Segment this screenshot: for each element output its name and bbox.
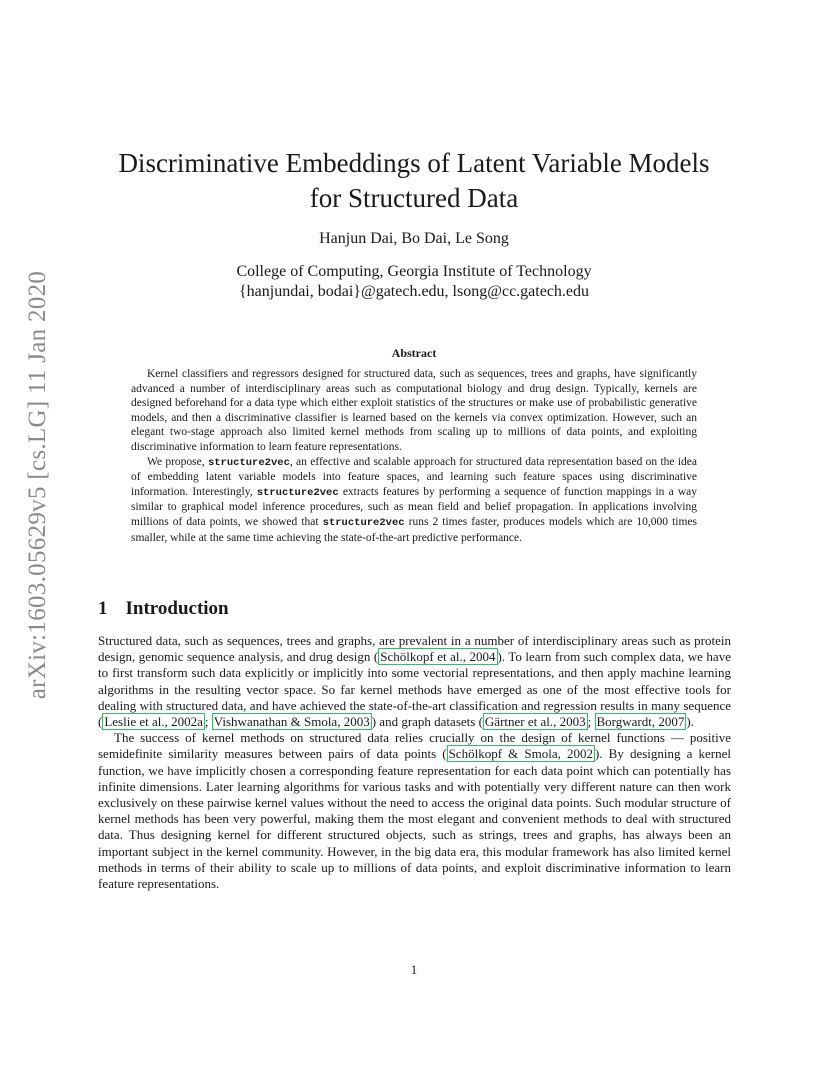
code-term: structure2vec [256,486,339,499]
paper-title [90,146,738,216]
code-term: structure2vec [207,456,290,469]
abstract-text: , an effective and scalable approach for structured data representation based on the idea of embedding latent variable models into feature spaces, and learning such feature spaces using discriminative information. Interestingly, [131,455,697,498]
citation-link[interactable]: Schölkopf & Smola, 2002 [448,746,593,762]
abstract-heading: Abstract [391,346,437,360]
section-heading [98,598,229,620]
intro-paragraph-1 [98,633,731,730]
author-emails: {hanjundai, bodai}@gatech.edu, lsong@cc.gatech.edu [238,283,590,300]
abstract-text: runs 2 times faster, produces models which are 10,000 times smaller, while at the same time achieving the state-of-the-art predictive performance. [131,515,697,544]
title-line-1: Discriminative Embeddings of Latent Variable Models [118,148,710,178]
abstract-text: extracts features by performing a sequence of function mappings in a way similar to graphical model inference procedures, such as mean field and belief propagation. In applications involving millions of data points, we showed that [131,485,697,528]
affiliation-block [90,262,738,302]
authors: Hanjun Dai, Bo Dai, Le Song [319,230,509,247]
abstract-paragraph-2 [131,455,697,546]
citation-link[interactable]: Schölkopf et al., 2004 [380,649,496,665]
abstract-body [131,367,697,545]
citation-link[interactable]: Vishwanathan & Smola, 2003 [213,714,370,730]
arxiv-sidebar [18,270,58,700]
intro-text: The success of kernel methods on structured data relies crucially on the design of kernel functions — positive semidefinite similarity measures between pairs of data points ( [98,730,731,762]
section-title: Introduction [125,598,229,619]
intro-text: ). By designing a kernel function, we have implicitly chosen a corresponding feature representation for each data point which can potentially has infinite dimensions. Later learning algorithms for various tasks and with potentially very different nature can then work exclusively on these pairwise kernel values without the need to access the original data points. Such modular structure of kernel methods has been very powerful, making them the most elegant and convenient methods to deal with structured data. Thus designing kernel for different structured objects, such as strings, trees and graphs, has always been an important subject in the kernel community. However, in the big data era, this modular framework has also limited kernel methods in terms of their ability to scale up to millions of data points, and exploit discriminative information to learn feature representations. [98,746,731,892]
citation-link[interactable]: Gärtner et al., 2003 [484,714,586,730]
citation-link[interactable]: Borgwardt, 2007 [596,714,685,730]
page-number: 1 [410,962,418,977]
intro-text: ; [204,714,212,730]
introduction-body [98,633,731,892]
intro-text: Structured data, such as sequences, trees and graphs, are prevalent in a number of interdisciplinary areas such as protein design, genomic sequence analysis, and drug design ( [98,633,731,665]
intro-paragraph-2 [98,730,731,892]
intro-text: ) and graph datasets ( [371,714,483,730]
title-line-2: for Structured Data [309,183,519,213]
citation-link[interactable]: Leslie et al., 2002a [104,714,203,730]
code-term: structure2vec [322,516,405,529]
intro-text: ; [587,714,595,730]
arxiv-identifier: arXiv:1603.05629v5 [cs.LG] 11 Jan 2020 [24,270,51,700]
section-number: 1 [98,598,108,619]
abstract-paragraph-1: Kernel classifiers and regressors designed for structured data, such as sequences, trees and graphs, have significantly advanced a number of interdisciplinary areas such as computational biology and drug design. Typically, kernels are designed beforehand for a data type which either exploit statistics of the structures or make use of probabilistic generative models, and then a discriminative classifier is learned based on the kernels via convex optimization. However, such an elegant two-stage approach also limited kernel methods from scaling up to millions of data points, and exploiting discriminative information to learn feature representations. [131,368,697,453]
intro-text: ). [686,714,694,730]
affiliation: College of Computing, Georgia Institute of Technology [236,263,592,280]
abstract-text: We propose, [147,455,208,468]
intro-text: ). To learn from such complex data, we have to first transform such data explicitly or implicitly into some vectorial representations, and then apply machine learning algorithms in the resulting vector space. So far kernel methods have emerged as one of the most effective tools for dealing with structured data, and have achieved the state-of-the-art classification and regression results in many sequence ( [98,649,731,730]
